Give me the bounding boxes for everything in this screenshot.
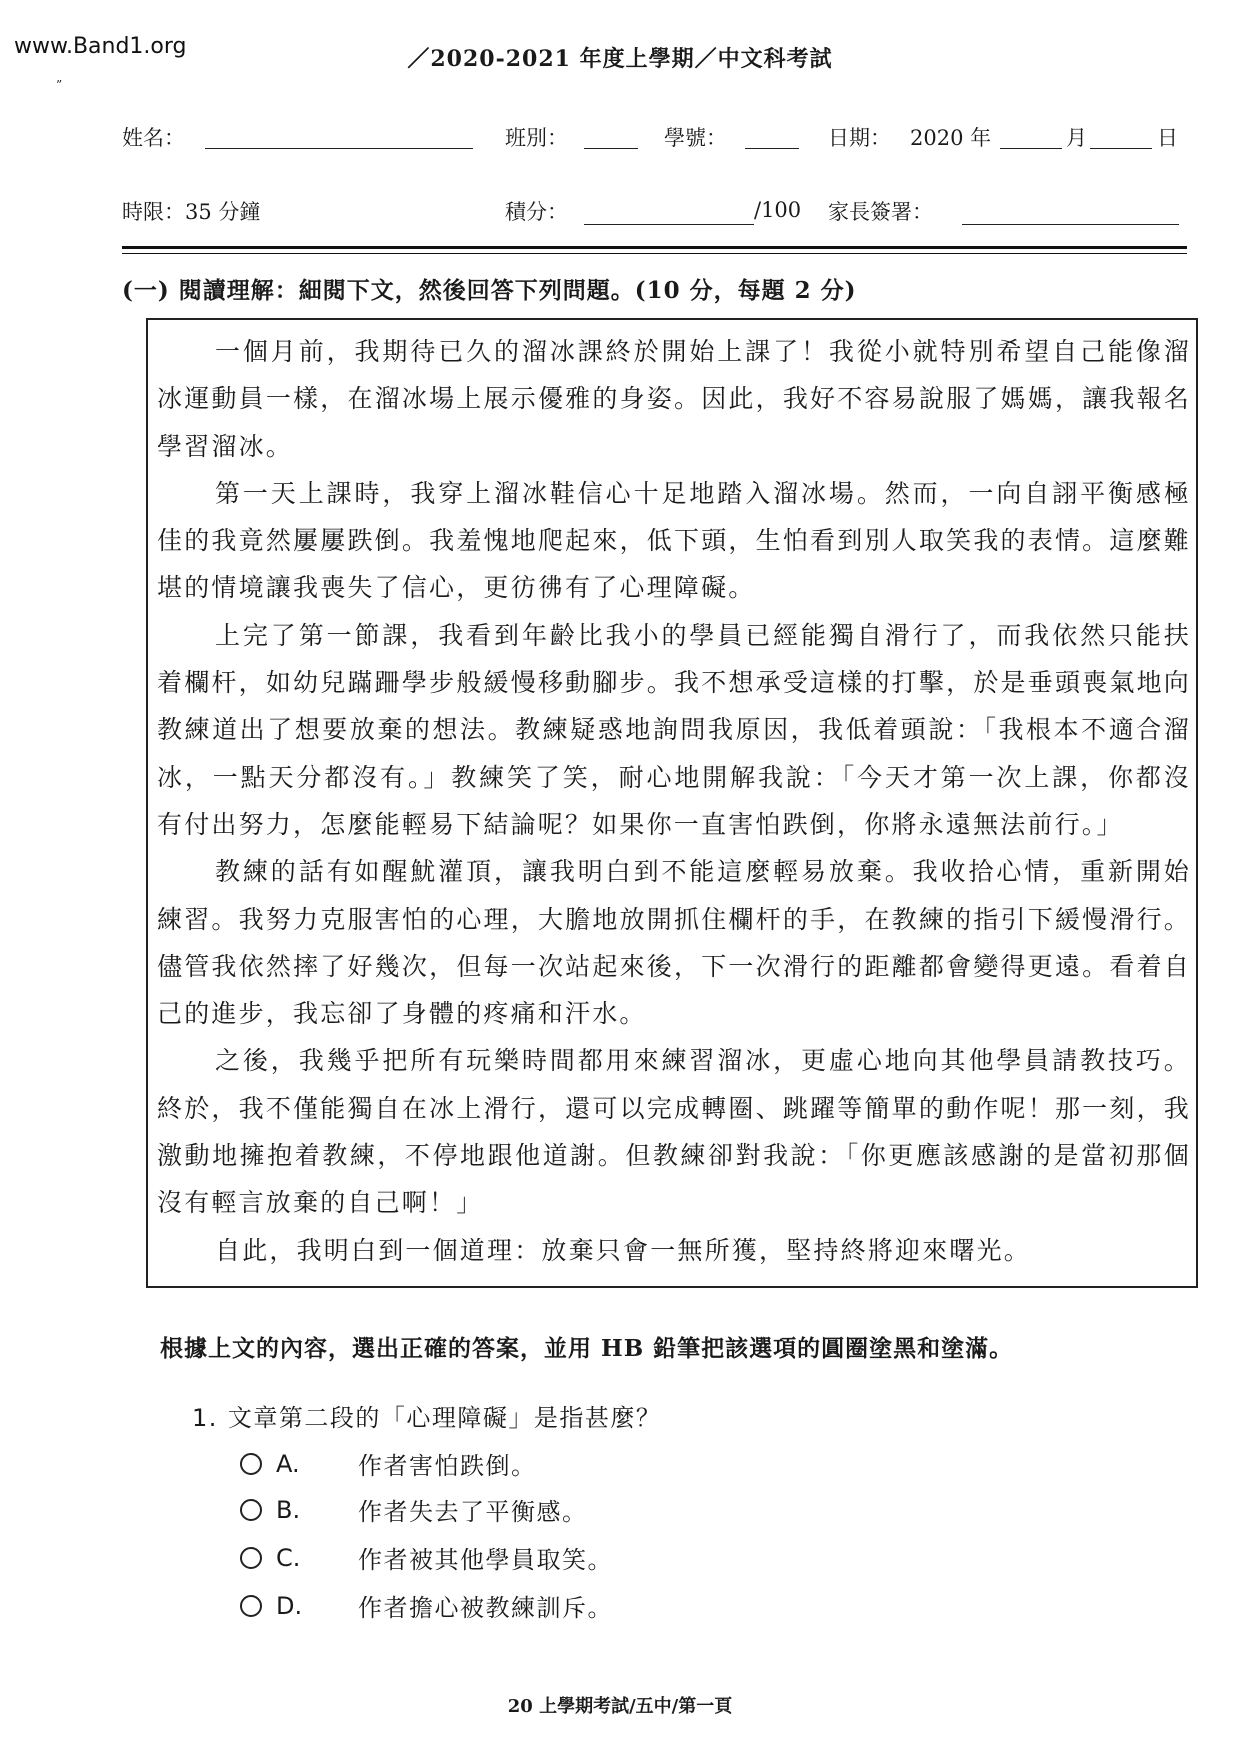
- option-b[interactable]: [240, 1492, 588, 1527]
- parent-signature-field[interactable]: [962, 200, 1179, 225]
- passage-paragraph-5: 之後，我幾乎把所有玩樂時間都用來練習溜冰，更虛心地向其他學員請教技巧。終於，我不僅能獨自在冰上滑行，還可以完成轉圈、跳躍等簡單的動作呢！那一刻，我激動地擁抱着教練，不停地跟他道謝。但教練卻對我說：「你更應該感謝的是當初那個沒有輕言放棄的自己啊！」: [157, 1046, 1191, 1218]
- time-limit: 時限：35 分鐘: [122, 200, 261, 224]
- option-letter: B.: [276, 1495, 301, 1524]
- parent-signature-label: 家長簽署：: [828, 200, 933, 224]
- passage-paragraph-3: 上完了第一節課，我看到年齡比我小的學員已經能獨自滑行了，而我依然只能扶着欄杆，如幼兒蹣跚學步般緩慢移動腳步。我不想承受這樣的打擊，於是垂頭喪氣地向教練道出了想要放棄的想法。教練疑惑地詢問我原因，我低着頭說：「我根本不適合溜冰，一點天分都沒有。」教練笑了笑，耐心地開解我說：「今天才第一次上課，你都沒有付出努力，怎麼能輕易下結論呢？如果你一直害怕跌倒，你將永遠無法前行。」: [157, 620, 1191, 839]
- answer-bubble-icon[interactable]: [240, 1547, 262, 1569]
- option-text: 作者被其他學員取笑。: [358, 1546, 613, 1574]
- header-divider-thin: [122, 253, 1187, 254]
- page-footer: 20 上學期考試/五中/第一頁: [507, 1696, 733, 1717]
- student-no-label: 學號：: [664, 126, 727, 150]
- passage-paragraph-1: 一個月前，我期待已久的溜冰課終於開始上課了！我從小就特別希望自己能像溜冰運動員一樣，在溜冰場上展示優雅的身姿。因此，我好不容易說服了媽媽，讓我報名學習溜冰。: [157, 337, 1191, 461]
- option-d[interactable]: [240, 1588, 613, 1623]
- question-number: 1.: [192, 1404, 218, 1432]
- date-month-field[interactable]: [1000, 124, 1062, 149]
- date-month-label: 月: [1066, 126, 1087, 150]
- answer-instruction: 根據上文的內容，選出正確的答案，並用 HB 鉛筆把該選項的圓圈塗黑和塗滿。: [160, 1335, 1014, 1362]
- option-letter: D.: [276, 1591, 303, 1620]
- name-label: 姓名：: [122, 126, 185, 150]
- option-a[interactable]: [240, 1446, 537, 1481]
- question-1: [192, 1398, 661, 1433]
- option-letter: C.: [276, 1543, 301, 1572]
- section-heading: (一) 閱讀理解：細閱下文，然後回答下列問題。(10 分，每題 2 分): [122, 277, 857, 304]
- question-text: 文章第二段的「心理障礙」是指甚麼？: [227, 1404, 662, 1432]
- passage-paragraph-6: 自此，我明白到一個道理：放棄只會一無所獲，堅持終將迎來曙光。: [215, 1235, 1032, 1265]
- student-no-field[interactable]: [745, 124, 799, 149]
- reading-passage: [157, 328, 1191, 1274]
- passage-paragraph-2: 第一天上課時，我穿上溜冰鞋信心十足地踏入溜冰場。然而，一向自詡平衡感極佳的我竟然屢屢跌倒。我羞愧地爬起來，低下頭，生怕看到別人取笑我的表情。這麼難堪的情境讓我喪失了信心，更彷彿有了心理障礙。: [157, 478, 1191, 603]
- date-day-field[interactable]: [1090, 124, 1152, 149]
- watermark: www.Band1.org: [14, 34, 187, 59]
- name-field[interactable]: [205, 124, 473, 149]
- score-field[interactable]: [584, 200, 754, 225]
- date-day-label: 日: [1157, 126, 1178, 150]
- date-label: 日期：: [828, 126, 891, 150]
- answer-bubble-icon[interactable]: [240, 1453, 262, 1475]
- option-text: 作者失去了平衡感。: [358, 1498, 588, 1526]
- header-divider-thick: [122, 246, 1187, 249]
- answer-bubble-icon[interactable]: [240, 1499, 262, 1521]
- stray-mark: ”: [56, 78, 63, 92]
- option-text: 作者害怕跌倒。: [358, 1452, 537, 1480]
- exam-title: ／2020-2021 年度上學期／中文科考試: [407, 46, 833, 72]
- date-year: 2020 年: [910, 126, 992, 150]
- option-c[interactable]: [240, 1540, 613, 1575]
- answer-bubble-icon[interactable]: [240, 1595, 262, 1617]
- passage-paragraph-4: 教練的話有如醒魷灌頂，讓我明白到不能這麼輕易放棄。我收拾心情，重新開始練習。我努力克服害怕的心理，大膽地放開抓住欄杆的手，在教練的指引下緩慢滑行。儘管我依然摔了好幾次，但每一次站起來後，下一次滑行的距離都會變得更遠。看着自己的進步，我忘卻了身體的疼痛和汗水。: [157, 857, 1191, 1029]
- option-letter: A.: [276, 1449, 300, 1478]
- class-field[interactable]: [584, 124, 638, 149]
- score-total: /100: [754, 198, 802, 222]
- class-label: 班別：: [505, 126, 568, 150]
- score-label: 積分：: [505, 200, 568, 224]
- option-text: 作者擔心被教練訓斥。: [358, 1594, 613, 1622]
